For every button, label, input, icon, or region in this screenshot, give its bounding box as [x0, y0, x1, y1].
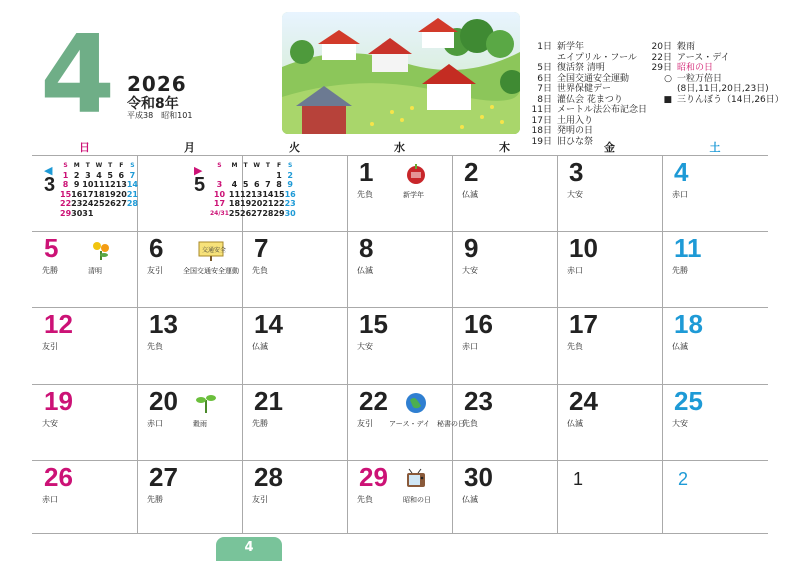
event-day: 20日	[651, 42, 672, 52]
event-row	[650, 63, 784, 74]
rokuyo-label: 大安	[567, 190, 583, 199]
svg-text:交通安全: 交通安全	[202, 247, 227, 254]
mini-row	[210, 171, 296, 181]
mini-day: 13	[115, 180, 127, 189]
mini-day	[251, 171, 262, 181]
event-label: 全国交通安全運動	[183, 267, 239, 275]
event-row	[650, 53, 784, 64]
mini-day: 19	[240, 199, 252, 208]
sprout-icon	[195, 392, 217, 414]
event-name: 復活祭 清明	[557, 63, 605, 73]
day-cell	[137, 231, 242, 307]
rokuyo-label: 赤口	[672, 190, 688, 199]
event-name: 世界保健デー	[557, 84, 612, 94]
mini-day: 12	[104, 180, 116, 189]
rokuyo-label: 大安	[672, 419, 688, 428]
event-row	[530, 84, 647, 95]
mini-day: 17	[82, 189, 94, 199]
day-cell	[32, 307, 137, 384]
mini-day: 24/31	[210, 209, 229, 217]
mini-calendar-next-month: 5	[194, 174, 206, 196]
event-name: 新学年	[557, 42, 585, 52]
mini-calendar-next-arrow: ▶	[194, 164, 203, 177]
mini-row	[210, 209, 296, 219]
event-day: 11日	[531, 105, 552, 115]
mini-day: 3	[216, 180, 223, 189]
globe-icon	[405, 392, 427, 414]
event-day: 5日	[537, 63, 552, 73]
rokuyo-label: 仏滅	[462, 495, 478, 504]
event-row	[530, 53, 647, 64]
weekday-header-6: 土	[709, 141, 721, 154]
day-number: 8	[359, 233, 374, 263]
mini-day: 4	[96, 170, 102, 180]
year-label: 2026	[127, 72, 187, 96]
mini-day: 11	[93, 180, 105, 189]
mini-day: 16	[284, 189, 296, 199]
day-number: 1	[573, 469, 584, 489]
mini-day: 15	[273, 189, 285, 199]
day-cell	[452, 384, 557, 460]
day-cell	[662, 384, 768, 460]
mini-day: 26	[240, 208, 252, 218]
event-label: 新学年	[403, 191, 424, 199]
day-number: 3	[569, 157, 584, 187]
event-name: 発明の日	[557, 126, 594, 136]
day-number: 10	[569, 233, 598, 263]
day-cell	[662, 231, 768, 307]
mini-day: 14	[126, 180, 138, 189]
flower-icon	[90, 239, 112, 261]
day-cell	[137, 460, 242, 533]
mini-day: 26	[104, 199, 116, 208]
event-row	[530, 126, 647, 137]
mini-day: 8	[62, 180, 69, 189]
event-list-right	[650, 42, 784, 105]
sign-icon	[197, 239, 227, 261]
event-name: アース・デイ	[677, 52, 730, 63]
day-number: 17	[569, 309, 598, 339]
day-number: 29	[359, 462, 388, 492]
calendar-grid	[32, 141, 768, 533]
mini-day: 19	[104, 189, 116, 199]
mini-row	[60, 209, 138, 219]
mini-day: 14	[262, 189, 274, 199]
mini-calendar-prev-month: 3	[44, 174, 56, 196]
mini-day: 4	[231, 180, 238, 189]
mini-row	[60, 180, 138, 190]
mini-day: 18	[93, 189, 105, 199]
day-number: 19	[44, 386, 73, 416]
mini-day: 30	[284, 208, 296, 218]
weekday-header-1: 月	[184, 141, 195, 154]
event-row	[530, 116, 647, 127]
mini-head-cell: S	[288, 162, 293, 169]
mini-day: 15	[60, 189, 72, 199]
day-number: 4	[674, 157, 689, 187]
day-cell	[347, 307, 452, 384]
event-name: (8日,11日,20日,23日)	[677, 84, 769, 94]
event-name: 土用入り	[557, 115, 594, 126]
mini-day: 29	[60, 208, 72, 218]
day-number: 27	[149, 462, 178, 492]
tv-icon	[405, 468, 427, 490]
rokuyo-label: 赤口	[42, 495, 58, 504]
day-number: 6	[149, 233, 164, 263]
mini-row	[60, 190, 138, 200]
mini-calendar-next-table	[210, 161, 296, 218]
mini-head-cell: T	[85, 162, 90, 169]
rokuyo-label: 大安	[462, 266, 478, 275]
event-name: 灌仏会 花まつり	[557, 94, 623, 105]
mini-day: 29	[273, 208, 285, 218]
day-number: 9	[464, 233, 479, 263]
weekday-header-3: 水	[394, 141, 405, 154]
mini-row	[60, 171, 138, 181]
day-cell	[557, 231, 662, 307]
event-day: 29日	[651, 63, 672, 73]
event-name: 旧ひな祭	[557, 136, 594, 147]
mini-day: 2	[287, 170, 293, 180]
rokuyo-label: 先負	[462, 419, 478, 428]
mini-row	[60, 199, 138, 209]
day-cell	[137, 307, 242, 384]
event-day: 7日	[537, 84, 552, 94]
day-cell	[347, 384, 465, 460]
mini-head-cell: F	[276, 162, 282, 169]
mini-day: 24	[82, 199, 94, 208]
page-number-tab: 4	[216, 537, 282, 561]
mini-calendar-prev-table	[60, 161, 138, 218]
mini-day: 18	[228, 199, 241, 208]
day-cell	[452, 155, 557, 231]
mini-day: 21	[126, 189, 138, 199]
mini-head-row	[60, 161, 138, 171]
event-row	[650, 42, 784, 53]
era-label: 令和8年	[127, 96, 179, 112]
mini-day	[127, 209, 138, 219]
mini-day: 9	[73, 180, 80, 189]
mini-day: 22	[60, 199, 72, 208]
calendar-header	[0, 0, 800, 147]
day-cell	[557, 307, 662, 384]
event-row	[650, 95, 784, 106]
event-day: 1日	[537, 42, 552, 52]
month-number: 4	[40, 13, 116, 138]
rokuyo-label: 先勝	[252, 419, 268, 428]
mini-day: 9	[287, 180, 293, 189]
day-cell	[452, 231, 557, 307]
mini-day: 3	[85, 170, 91, 180]
rokuyo-label: 先負	[567, 342, 583, 351]
mini-day: 23	[71, 199, 83, 208]
event-name: 全国交通安全運動	[557, 73, 630, 84]
day-cell	[347, 231, 452, 307]
event-label: 穀雨	[193, 420, 207, 428]
event-row	[530, 95, 647, 106]
event-day: ○	[664, 73, 672, 84]
rokuyo-label: 仏滅	[462, 190, 478, 199]
day-cell	[557, 155, 662, 231]
day-number: 23	[464, 386, 493, 416]
mini-day: 28	[126, 199, 138, 208]
event-day: 8日	[537, 94, 552, 105]
event-row	[530, 105, 647, 116]
event-list-left	[530, 42, 647, 147]
mini-day: 27	[115, 199, 127, 208]
mini-day: 25	[228, 208, 241, 218]
mini-day: 20	[251, 199, 263, 208]
mini-day: 13	[251, 189, 263, 199]
day-number: 16	[464, 309, 493, 339]
rokuyo-label: 赤口	[147, 419, 163, 428]
grid-row-line	[32, 533, 768, 534]
mini-head-row	[210, 161, 296, 171]
mini-day: 6	[118, 170, 125, 180]
day-cell	[242, 307, 347, 384]
day-number: 30	[464, 462, 493, 492]
event-row	[650, 84, 784, 95]
weekday-header-4: 木	[499, 141, 510, 154]
day-cell	[242, 231, 347, 307]
event-name: 昭和の日	[677, 63, 714, 73]
day-cell	[452, 460, 557, 533]
mini-head-cell: W	[253, 162, 261, 169]
day-number: 5	[44, 233, 59, 263]
weekday-header-0: 日	[79, 141, 90, 154]
weekday-header-5: 金	[604, 141, 615, 154]
day-cell	[662, 460, 768, 533]
mini-row	[210, 180, 296, 190]
rokuyo-label: 先負	[147, 342, 163, 351]
rokuyo-label: 先負	[252, 266, 268, 275]
day-cell	[32, 460, 137, 533]
mini-head-cell: S	[217, 162, 222, 169]
mini-calendar-prev-arrow: ◀	[44, 164, 53, 177]
apple-icon	[405, 163, 427, 185]
day-cell	[242, 384, 347, 460]
day-number: 12	[44, 309, 73, 339]
event-row	[530, 74, 647, 85]
mini-day: 2	[73, 170, 80, 180]
day-cell	[242, 460, 347, 533]
mini-day	[93, 209, 104, 219]
day-cell	[662, 155, 768, 231]
mini-day	[240, 171, 251, 181]
day-number: 18	[674, 309, 703, 339]
day-number: 2	[464, 157, 479, 187]
mini-row	[210, 190, 296, 200]
event-label: 昭和の日	[403, 496, 431, 504]
mini-day: 16	[71, 189, 83, 199]
mini-day	[262, 171, 273, 181]
day-cell	[557, 460, 662, 533]
mini-day: 23	[284, 199, 296, 208]
mini-day: 12	[240, 189, 252, 199]
mini-day: 5	[242, 180, 249, 189]
era-alt-label: 平成38 昭和101	[127, 111, 193, 120]
mini-day: 31	[82, 208, 94, 218]
mini-day: 28	[262, 208, 274, 218]
mini-day: 7	[265, 180, 271, 189]
mini-day: 21	[262, 199, 274, 208]
event-day: ■	[663, 94, 672, 105]
mini-head-cell: M	[231, 162, 238, 169]
event-row	[530, 42, 647, 53]
event-day: 17日	[531, 115, 552, 126]
day-number: 2	[678, 469, 689, 489]
day-number: 21	[254, 386, 283, 416]
mini-day	[210, 171, 229, 181]
rokuyo-label: 仏滅	[567, 419, 583, 428]
event-label: 清明	[88, 267, 102, 275]
mini-day: 30	[71, 208, 83, 218]
rokuyo-label: 先負	[357, 190, 373, 199]
mini-day: 20	[115, 189, 127, 199]
event-day: 19日	[531, 136, 552, 147]
rokuyo-label: 先勝	[672, 266, 688, 275]
mini-head-cell: T	[265, 162, 270, 169]
mini-day: 17	[213, 199, 226, 208]
day-number: 22	[359, 386, 388, 416]
event-day	[650, 84, 672, 95]
mini-head-cell: S	[130, 162, 135, 169]
mini-head-cell: S	[63, 162, 68, 169]
rokuyo-label: 先勝	[147, 495, 163, 504]
rokuyo-label: 赤口	[462, 342, 478, 351]
rokuyo-label: 赤口	[567, 266, 583, 275]
event-day: 18日	[531, 126, 552, 136]
event-name: エイプリル・フール	[557, 52, 637, 63]
event-row	[530, 63, 647, 74]
rokuyo-label: 仏滅	[252, 342, 268, 351]
mini-day: 1	[62, 170, 69, 180]
countryside-illustration	[282, 12, 520, 134]
day-number: 28	[254, 462, 283, 492]
event-row	[650, 74, 784, 85]
event-day: 22日	[651, 52, 672, 63]
day-cell	[557, 384, 662, 460]
mini-day: 25	[93, 199, 105, 208]
day-number: 24	[569, 386, 598, 416]
day-number: 13	[149, 309, 178, 339]
rokuyo-label: 友引	[42, 342, 58, 351]
day-number: 11	[674, 233, 702, 263]
rokuyo-label: 先負	[357, 495, 373, 504]
weekday-header-2: 火	[289, 141, 300, 154]
day-number: 25	[674, 386, 703, 416]
mini-day: 10	[82, 180, 94, 189]
day-cell	[32, 384, 137, 460]
day-number: 14	[254, 309, 283, 339]
mini-day	[105, 209, 116, 219]
mini-day: 1	[276, 170, 282, 180]
mini-day: 10	[213, 189, 226, 199]
mini-head-cell: M	[73, 162, 80, 169]
event-label: アース・デイ 秘書の日	[389, 420, 465, 428]
mini-day	[116, 209, 127, 219]
day-cell	[347, 460, 452, 533]
day-number: 7	[254, 233, 269, 263]
event-name: メートル法公布記念日	[557, 105, 648, 115]
mini-day: 11	[228, 189, 241, 199]
day-cell	[452, 307, 557, 384]
day-number: 15	[359, 309, 388, 339]
rokuyo-label: 仏滅	[357, 266, 373, 275]
rokuyo-label: 友引	[357, 419, 373, 428]
mini-head-cell: T	[108, 162, 113, 169]
mini-day: 27	[251, 208, 263, 218]
mini-row	[210, 199, 296, 209]
mini-head-cell: W	[95, 162, 103, 169]
event-day: 6日	[537, 73, 552, 84]
mini-day: 5	[107, 170, 113, 180]
day-number: 1	[359, 157, 374, 187]
day-number: 20	[149, 386, 178, 416]
rokuyo-label: 友引	[147, 266, 163, 275]
rokuyo-label: 友引	[252, 495, 268, 504]
day-cell	[137, 384, 242, 460]
rokuyo-label: 仏滅	[672, 342, 688, 351]
rokuyo-label: 大安	[357, 342, 373, 351]
mini-day: 7	[129, 170, 136, 180]
event-day	[530, 53, 552, 64]
mini-day: 6	[253, 180, 260, 189]
day-number: 26	[44, 462, 73, 492]
mini-head-cell: T	[243, 162, 248, 169]
event-name: 三りんぼう（14日,26日）	[677, 94, 784, 105]
day-cell	[347, 155, 452, 231]
rokuyo-label: 大安	[42, 419, 58, 428]
rokuyo-label: 先勝	[42, 266, 58, 275]
event-name: 穀雨	[677, 42, 696, 52]
event-name: 一粒万倍日	[677, 73, 723, 84]
mini-day: 8	[276, 180, 282, 189]
mini-head-cell: F	[119, 162, 124, 169]
day-cell	[662, 307, 768, 384]
mini-day	[229, 171, 240, 181]
mini-day: 22	[273, 199, 285, 208]
day-cell	[32, 231, 137, 307]
